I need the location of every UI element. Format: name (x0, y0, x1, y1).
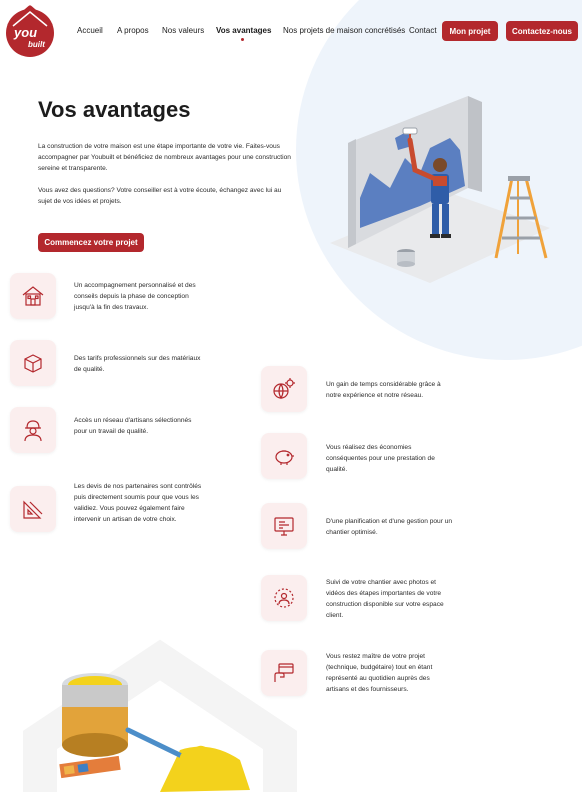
nav-nos-projets[interactable]: Nos projets de maison concrétisés (283, 26, 406, 35)
paint-supplies-illustration (40, 660, 270, 792)
advantage-prices-text: Des tarifs professionnels sur des matériaux de qualité. (74, 355, 201, 373)
contactez-nous-button[interactable]: Contactez-nous (506, 21, 578, 41)
hand-card-icon (271, 660, 297, 686)
svg-text:you: you (14, 25, 38, 40)
gear-globe-icon-box (261, 366, 307, 412)
piggy-bank-icon-box (261, 433, 307, 479)
target-person-icon-box (261, 575, 307, 621)
intro-paragraph: La construction de votre maison est une étape importante de votre vie. Faites-vous accompagner par Youbuilt et bénéficiez de nombreux avantages pour une construction sereine et transparente. (38, 143, 291, 172)
house-icon-box (10, 273, 56, 319)
ruler-triangle-icon (20, 496, 46, 522)
materials-box-icon (20, 350, 46, 376)
nav-accueil[interactable]: Accueil (77, 26, 103, 35)
nav-nos-valeurs[interactable]: Nos valeurs (162, 26, 205, 35)
house-icon (20, 283, 46, 309)
worker-icon (20, 417, 46, 443)
materials-icon-box (10, 340, 56, 386)
advantage-control-text: Vous restez maître de votre projet (technique, budgétaire) tout en étant représenté au quotidien auprès des artisans et des fournisseurs. (326, 653, 433, 693)
advantage-savings-text: Vous réalisez des économies conséquentes pour une prestation de qualité. (326, 444, 435, 473)
ruler-icon-box (10, 486, 56, 532)
mon-projet-button[interactable]: Mon projet (442, 21, 498, 41)
advantage-tracking-text: Suivi de votre chantier avec photos et vidéos des étapes importantes de votre construction disponible sur votre espace client. (326, 579, 444, 619)
nav-contact[interactable]: Contact (409, 26, 437, 35)
nav-a-propos[interactable]: A propos (117, 26, 149, 35)
active-nav-indicator (241, 38, 244, 41)
piggy-bank-icon (271, 443, 297, 469)
youbuilt-logo[interactable] (3, 4, 57, 58)
advantage-planning-text: D'une planification et d'une gestion pour un chantier optimisé. (326, 518, 453, 536)
svg-text:built: built (28, 40, 45, 49)
advantage-network-text: Accès un réseau d'artisans sélectionnés pour un travail de qualité. (74, 417, 192, 435)
start-project-button[interactable]: Commencez votre projet (38, 233, 144, 252)
planning-monitor-icon (271, 513, 297, 539)
painter-illustration (300, 78, 560, 288)
worker-icon-box (10, 407, 56, 453)
nav-vos-avantages[interactable]: Vos avantages (216, 26, 272, 35)
page-title: Vos avantages (38, 97, 191, 122)
advantage-time-text: Un gain de temps considérable grâce à notre expérience et notre réseau. (326, 381, 441, 399)
advantage-quotes-text: Les devis de nos partenaires sont contrôlés puis directement soumis pour que vous les validiez. Vous pouvez également faire intervenir un artisan de votre choix. (74, 483, 202, 523)
hand-card-icon-box (261, 650, 307, 696)
questions-paragraph: Vous avez des questions? Votre conseiller est à votre écoute, échangez avec lui au sujet de vos idées et projets. (38, 187, 282, 205)
target-person-icon (271, 585, 297, 611)
gear-globe-icon (271, 376, 297, 402)
planning-icon-box (261, 503, 307, 549)
site-header (0, 0, 582, 62)
advantage-accompaniment-text: Un accompagnement personnalisé et des conseils depuis la phase de conception jusqu'à la fin des travaux. (74, 282, 196, 311)
